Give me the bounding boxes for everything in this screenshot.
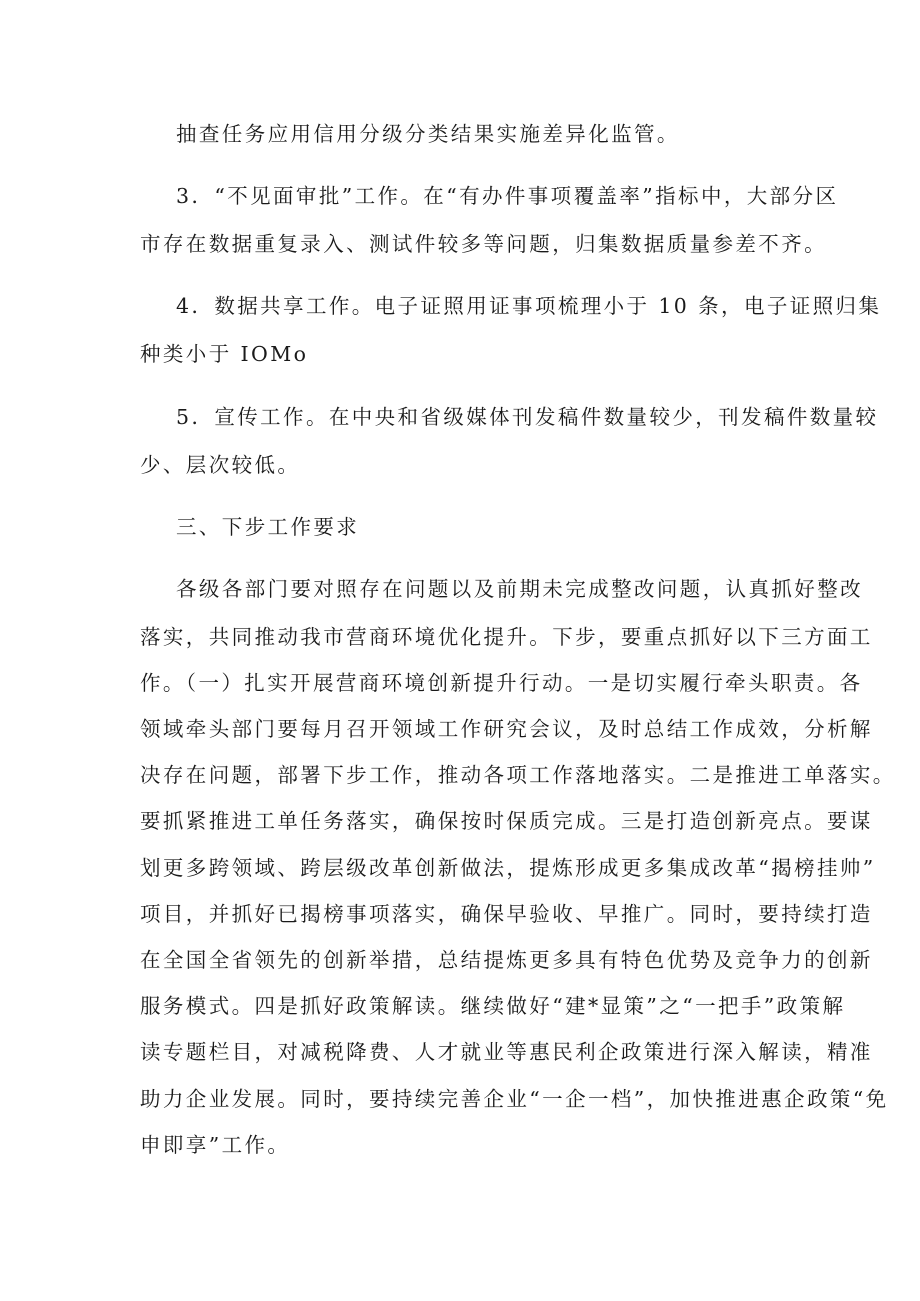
main-paragraph-line-4: 领域牵头部门要每月召开领域工作研究会议，及时总结工作成效，分析解 [140,717,873,741]
main-paragraph-line-7: 划更多跨领域、跨层级改革创新做法，提炼形成更多集成改革“揭榜挂帅” [140,856,876,880]
item-5-line-1: 5．宣传工作。在中央和省级媒体刊发稿件数量较少，刊发稿件数量较 [176,405,879,429]
main-paragraph-line-8: 项目，并抓好已揭榜事项落实，确保早验收、早推广。同时，要持续打造 [140,902,873,926]
main-paragraph-line-3: 作。（一）扎实开展营商环境创新提升行动。一是切实履行牵头职责。各 [140,671,863,695]
item-4-line-2: 种类小于 IOMo [140,342,309,366]
main-paragraph-line-6: 要抓紧推进工单任务落实，确保按时保质完成。三是打造创新亮点。要谋 [140,809,873,833]
item-4-line-1: 4．数据共享工作。电子证照用证事项梳理小于 10 条，电子证照归集 [176,294,882,318]
main-paragraph-line-12: 助力企业发展。同时，要持续完善企业“一企一档”，加快推进惠企政策“免 [140,1087,889,1111]
main-paragraph-line-10: 服务模式。四是抓好政策解读。继续做好“建*显策”之“一把手”政策解 [140,994,846,1018]
section-heading: 三、下步工作要求 [176,515,360,539]
main-paragraph-line-9: 在全国全省领先的创新举措，总结提炼更多具有特色优势及竞争力的创新 [140,948,873,972]
main-paragraph-line-5: 决存在问题，部署下步工作，推动各项工作落地落实。二是推进工单落实。 [140,763,896,787]
carryover-line-1: 抽查任务应用信用分级分类结果实施差异化监管。 [176,122,680,146]
item-3-line-2: 市存在数据重复录入、测试件较多等问题，归集数据质量参差不齐。 [140,232,827,256]
item-3-line-1: 3．“不见面审批”工作。在“有办件事项覆盖率”指标中，大部分区 [176,184,839,208]
main-paragraph-line-1: 各级各部门要对照存在问题以及前期未完成整改问题，认真抓好整改 [176,577,863,601]
item-5-line-2: 少、层次较低。 [140,453,301,477]
main-paragraph-line-2: 落实，共同推动我市营商环境优化提升。下步，要重点抓好以下三方面工 [140,625,873,649]
main-paragraph-line-13: 申即享”工作。 [140,1133,291,1157]
main-paragraph-line-11: 读专题栏目，对减税降费、人才就业等惠民利企政策进行深入解读，精准 [140,1040,873,1064]
